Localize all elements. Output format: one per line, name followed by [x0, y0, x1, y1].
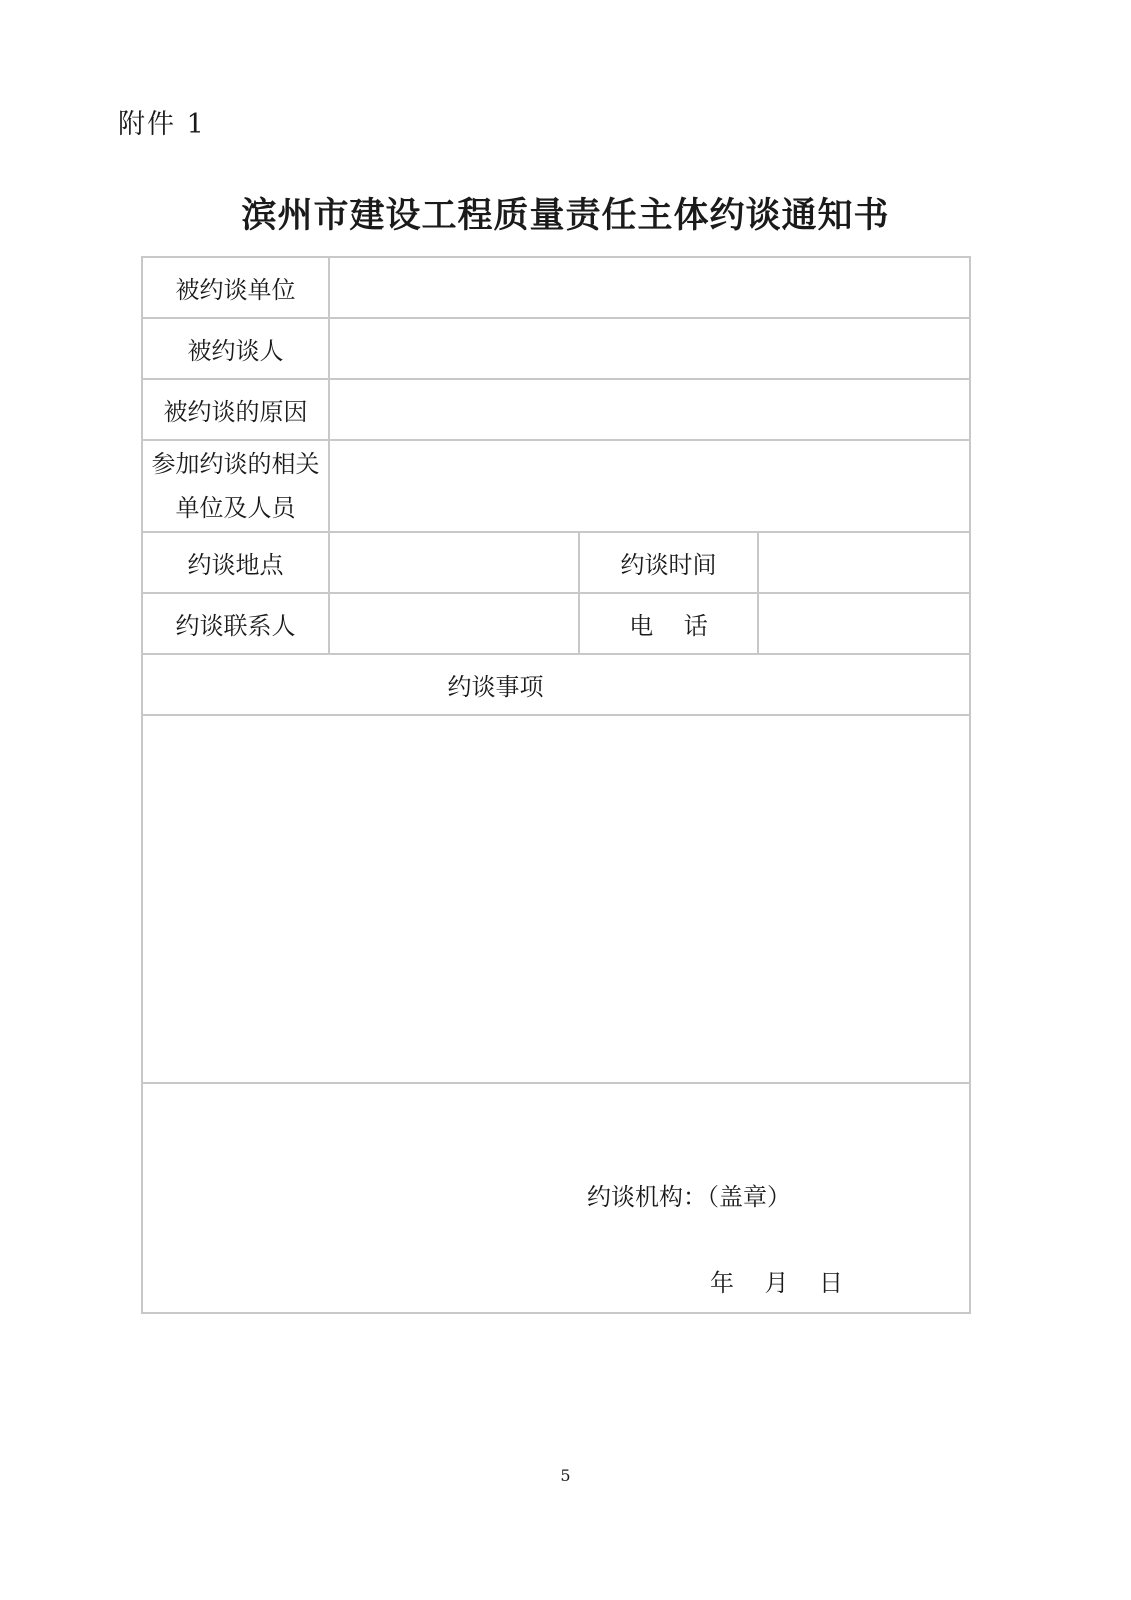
interviewed-unit-field[interactable] [330, 258, 971, 317]
page-number: 5 [560, 1466, 571, 1485]
phone-field[interactable] [759, 594, 971, 653]
participants-label-line1: 参加约谈的相关 [151, 450, 320, 478]
document-title: 滨州市建设工程质量责任主体约谈通知书 [241, 196, 890, 236]
agency-seal-label: 约谈机构：（盖章） [587, 1183, 791, 1211]
reason-field[interactable] [330, 380, 971, 439]
interviewed-unit-label: 被约谈单位 [175, 276, 296, 304]
notice-form [141, 256, 971, 1314]
contact-label: 约谈联系人 [175, 612, 296, 640]
location-label: 约谈地点 [187, 551, 284, 579]
phone-label: 电 话 [629, 612, 708, 640]
interviewed-person-label: 被约谈人 [187, 337, 284, 365]
matters-field[interactable] [143, 716, 969, 1082]
time-label: 约谈时间 [620, 551, 717, 579]
attachment-label: 附件 1 [118, 109, 206, 140]
contact-field[interactable] [330, 594, 578, 653]
date-label: 年 月 日 [710, 1269, 844, 1297]
reason-label: 被约谈的原因 [163, 398, 308, 426]
location-field[interactable] [330, 533, 578, 592]
participants-field[interactable] [330, 441, 971, 531]
participants-label [143, 441, 328, 531]
signature-area [143, 1084, 969, 1312]
time-field[interactable] [759, 533, 971, 592]
participants-label-line2: 单位及人员 [175, 494, 296, 522]
interviewed-person-field[interactable] [330, 319, 971, 378]
matters-header: 约谈事项 [447, 673, 544, 701]
